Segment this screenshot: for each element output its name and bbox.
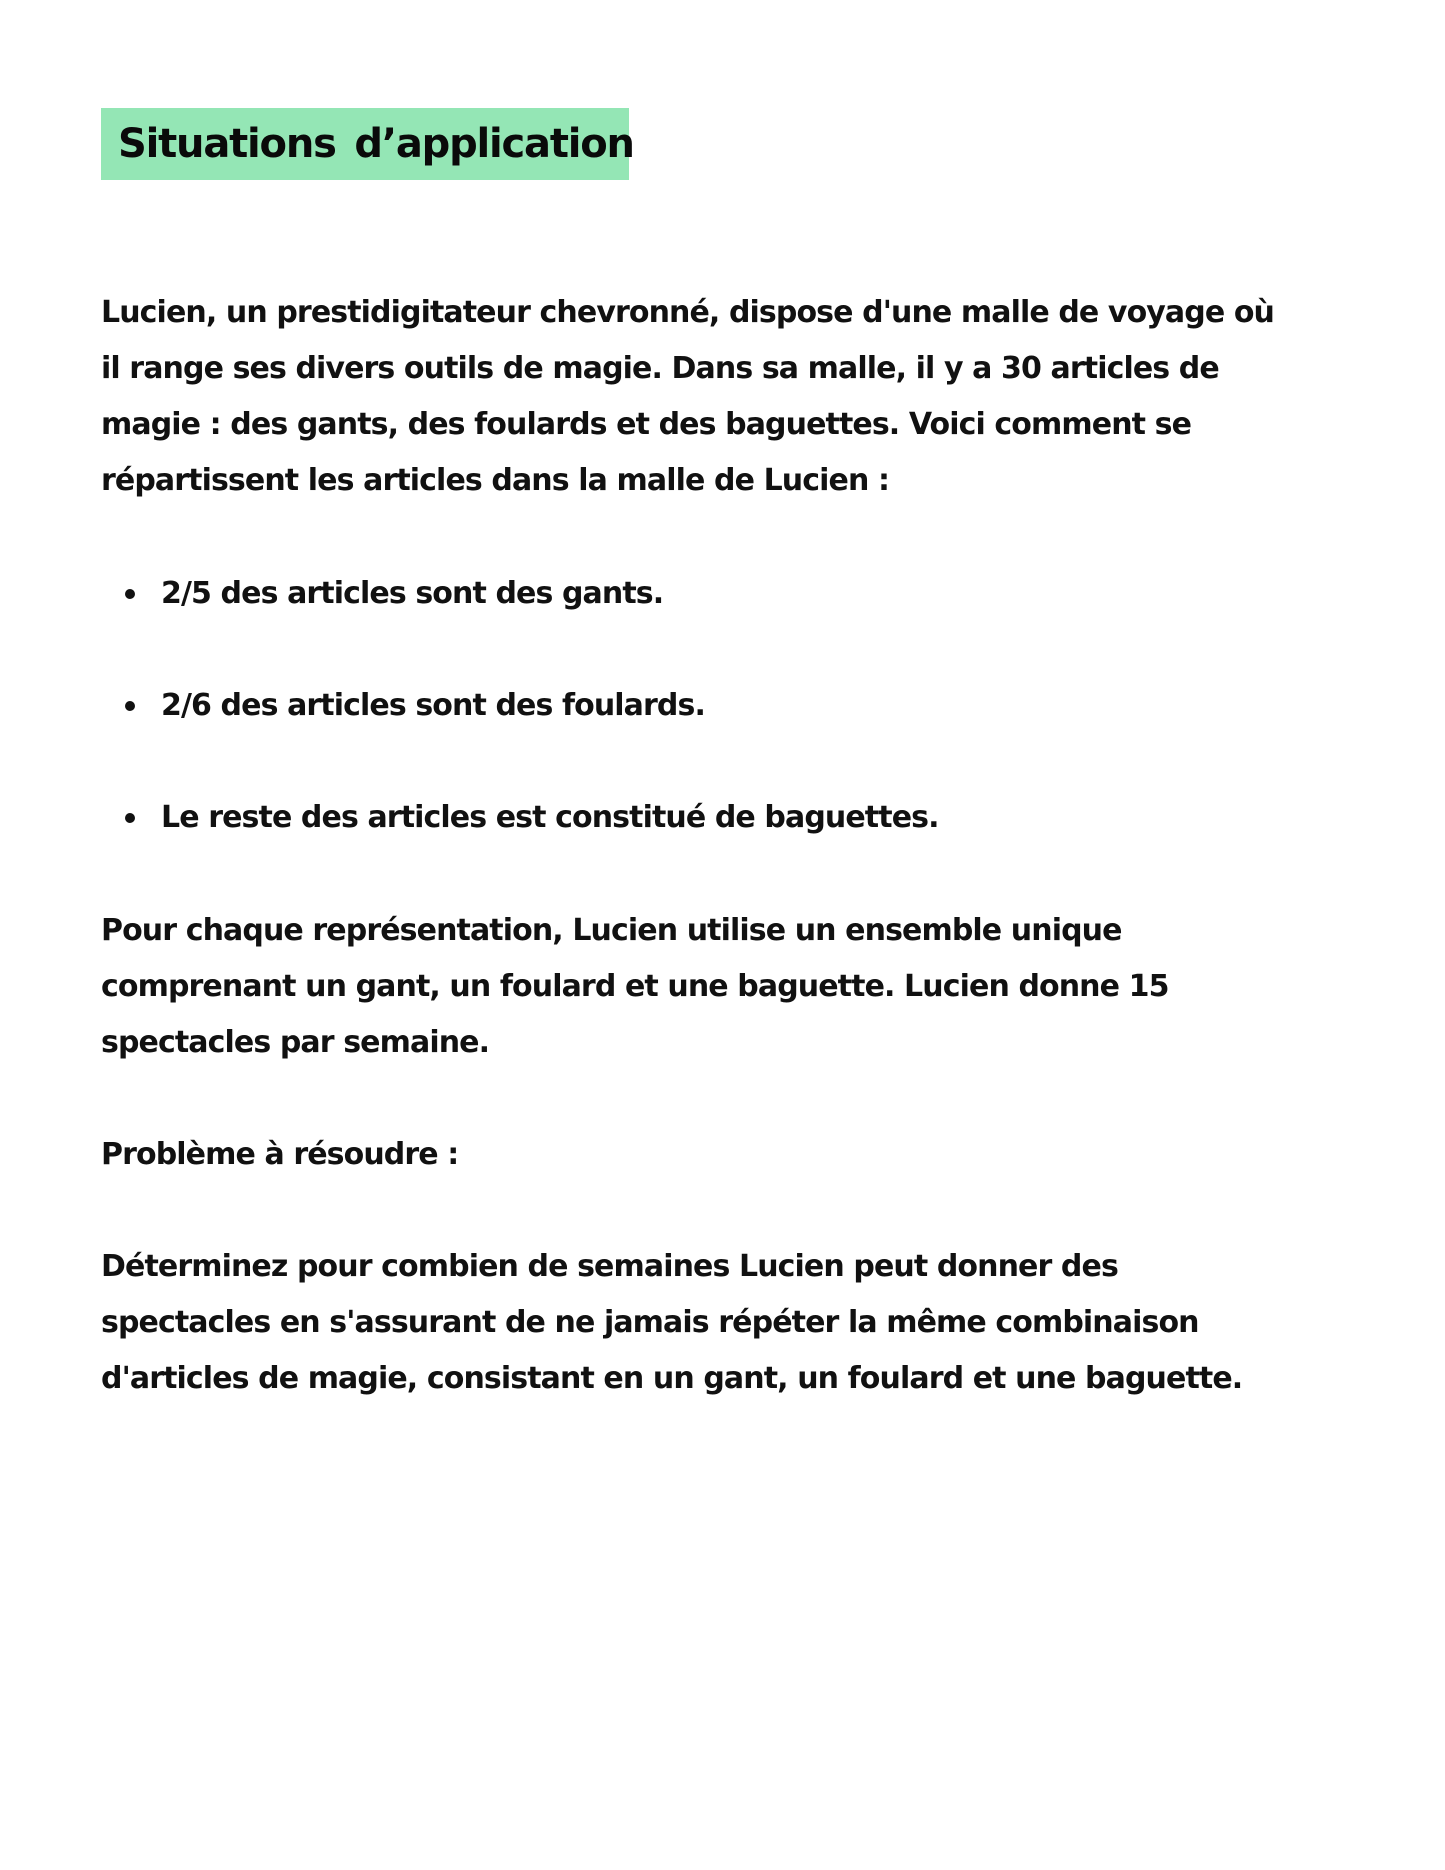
problem-label: Problème à résoudre : (101, 1137, 459, 1172)
intro-line: répartissent les articles dans la malle de Lucien : (101, 463, 890, 498)
question-line: Déterminez pour combien de semaines Lucien peut donner des (101, 1249, 1118, 1284)
intro-line: Lucien, un prestidigitateur chevronné, dispose d'une malle de voyage où (101, 295, 1275, 330)
bullet-icon (125, 701, 135, 711)
section-title: Situations d’application (118, 121, 634, 167)
list-item-text: 2/6 des articles sont des foulards. (161, 688, 705, 723)
intro-line: magie : des gants, des foulards et des baguettes. Voici comment se (101, 407, 1192, 442)
question-line: spectacles en s'assurant de ne jamais répéter la même combinaison (101, 1305, 1199, 1340)
intro-paragraph (101, 285, 1401, 509)
paragraph-line: Pour chaque représentation, Lucien utilise un ensemble unique (101, 913, 1122, 948)
performance-paragraph (101, 903, 1401, 1071)
problem-heading (101, 1127, 1401, 1183)
list-item-wands (101, 790, 939, 846)
list-item-gloves (101, 566, 939, 622)
bullet-icon (125, 813, 135, 823)
list-item-text: Le reste des articles est constitué de baguettes. (161, 800, 939, 835)
intro-line: il range ses divers outils de magie. Dans sa malle, il y a 30 articles de (101, 351, 1219, 386)
distribution-list (101, 566, 939, 902)
bullet-icon (125, 589, 135, 599)
list-item-scarves (101, 678, 939, 734)
section-title-highlight (101, 108, 634, 180)
list-item-text: 2/5 des articles sont des gants. (161, 576, 664, 611)
paragraph-line: spectacles par semaine. (101, 1025, 490, 1060)
question-paragraph (101, 1239, 1401, 1407)
paragraph-line: comprenant un gant, un foulard et une baguette. Lucien donne 15 (101, 969, 1169, 1004)
question-line: d'articles de magie, consistant en un gant, un foulard et une baguette. (101, 1361, 1243, 1396)
